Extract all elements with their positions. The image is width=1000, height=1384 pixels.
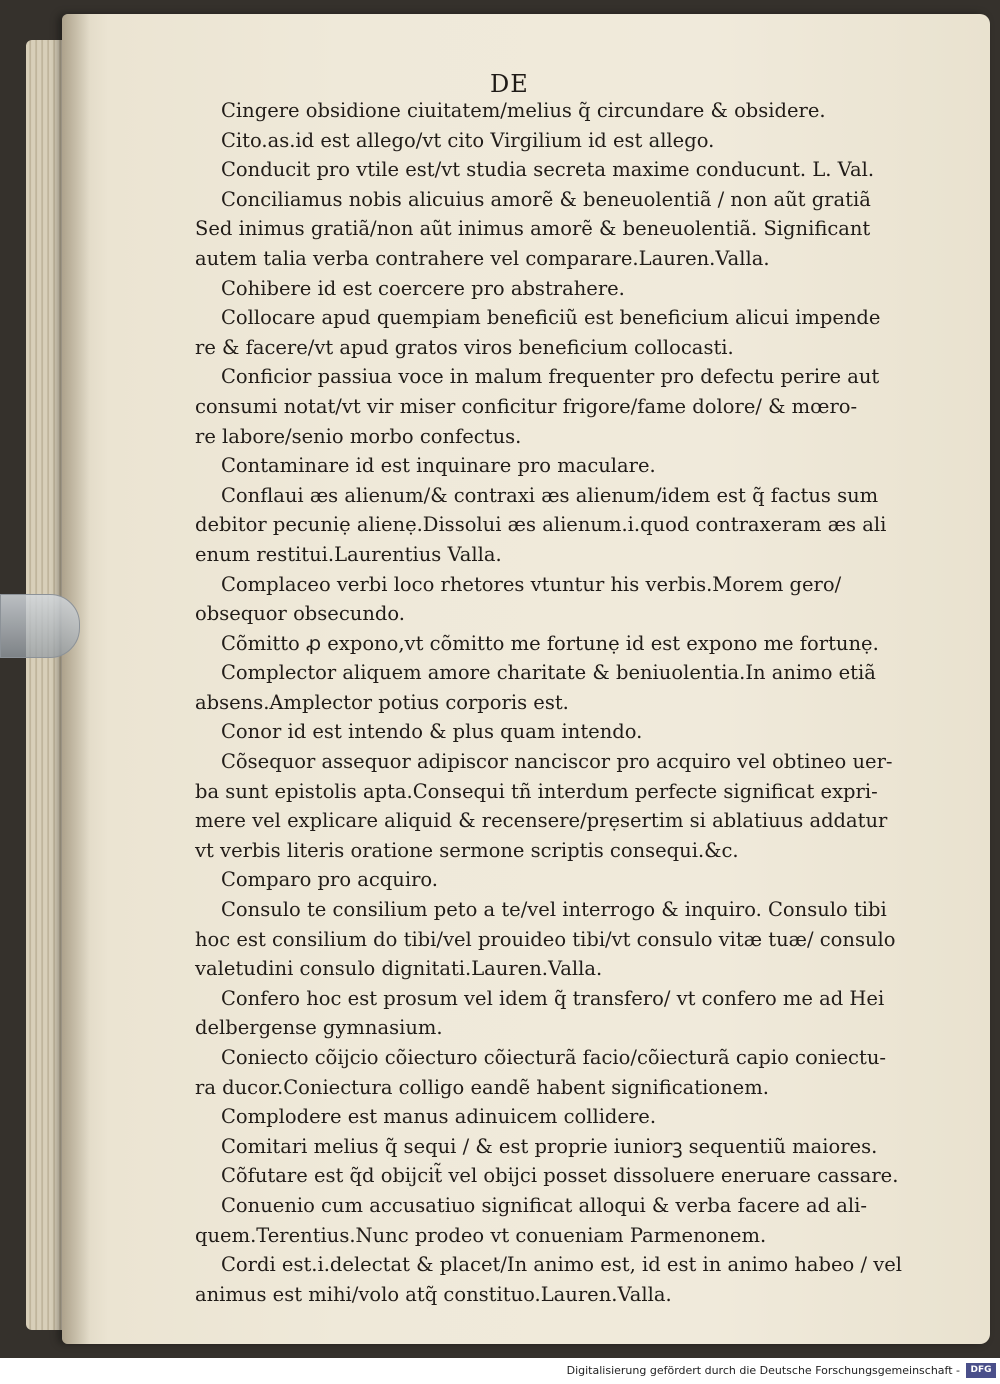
text-line: re labore/senio morbo confectus. (195, 424, 522, 448)
text-line: Conflaui æs alienum/& contraxi æs alienum/idem est q̃ factus sum (221, 483, 879, 507)
text-line: Conciliamus nobis alicuius amorẽ & beneuolentiã / non aũt gratiã (221, 187, 871, 211)
text-line: Complodere est manus adinuicem collidere. (221, 1105, 657, 1129)
page-gutter-shadow (62, 14, 90, 1344)
text-line: Coniecto cõijcio cõiecturo cõiecturã facio/cõiecturã capio coniectu- (221, 1046, 886, 1069)
text-line: quem.Terentius.Nunc prodeo vt conueniam Parmenonem. (195, 1223, 767, 1247)
text-line: hoc est consilium do tibi/vel prouideo tibi/vt consulo vitæ tuæ/ consulo (195, 927, 896, 951)
text-line: debitor pecuniẹ alienẹ.Dissolui æs alienum.i.quod contraxeram æs ali (195, 513, 887, 537)
text-line: autem talia verba contrahere vel comparare.Lauren.Valla. (195, 246, 770, 270)
funding-credit: Digitalisierung gefördert durch die Deutsche Forschungsgemeinschaft - (566, 1364, 960, 1377)
text-line: Contaminare id est inquinare pro maculare. (221, 454, 656, 478)
text-line: animus est mihi/volo atq̃ constituo.Lauren.Valla. (195, 1282, 672, 1306)
glass-weight (0, 594, 80, 658)
text-line: Confero hoc est prosum vel idem q̃ transfero/ vt confero me ad Hei (221, 986, 885, 1010)
text-line: Conuenio cum accusatiuo significat alloqui & verba facere ad ali- (221, 1193, 867, 1217)
text-line: Sed inimus gratiã/non aũt inimus amorẽ & beneuolentiã. Significant (195, 217, 871, 241)
page-text (195, 96, 903, 1309)
text-line: Conficior passiua voce in malum frequenter pro defectu perire aut (221, 365, 880, 389)
text-line: Comitari melius q̃ sequi / & est proprie iuniorꝫ sequentiũ maiores. (221, 1134, 878, 1158)
text-line: Conor id est intendo & plus quam intendo. (221, 720, 643, 744)
footer-bar (0, 1358, 1000, 1384)
text-line: Collocare apud quempiam beneficiũ est beneficium alicui impende (221, 306, 881, 330)
text-line: vt verbis literis oratione sermone scriptis consequi.&c. (195, 838, 739, 862)
text-line: Cingere obsidione ciuitatem/melius q̃ circundare & obsidere. (221, 99, 826, 122)
running-head: DE (490, 70, 529, 98)
text-line: ra ducor.Coniectura colligo eandẽ habent significationem. (195, 1075, 769, 1099)
text-line: ba sunt epistolis apta.Consequi tñ interdum perfecte significat expri- (195, 779, 878, 803)
text-line: Cordi est.i.delectat & placet/In animo est, id est in animo habeo / vel (221, 1253, 903, 1277)
text-line: Complector aliquem amore charitate & beniuolentia.In animo etiã (221, 661, 876, 685)
text-line: mere vel explicare aliquid & recensere/prẹsertim si ablatiuus addatur (195, 809, 888, 833)
text-line: valetudini consulo dignitati.Lauren.Valla. (195, 957, 603, 981)
text-line: Cõfutare est q̃d obijcit̃ vel obijci posset dissoluere eneruare cassare. (221, 1164, 899, 1188)
text-line: absens.Amplector potius corporis est. (195, 690, 569, 714)
text-line: Complaceo verbi loco rhetores vtuntur his verbis.Morem gero/ (221, 572, 842, 596)
text-line: Comparo pro acquiro. (221, 868, 439, 892)
dfg-logo: DFG (966, 1363, 996, 1378)
text-line: enum restitui.Laurentius Valla. (195, 542, 502, 566)
text-line: Cohibere id est coercere pro abstrahere. (221, 276, 625, 300)
text-line: consumi notat/vt vir miser conficitur frigore/fame dolore/ & mœro- (195, 394, 858, 418)
text-line: obsequor obsecundo. (195, 602, 405, 626)
text-line: Cõsequor assequor adipiscor nanciscor pro acquiro vel obtineo uer- (221, 750, 893, 774)
text-line: Conducit pro vtile est/vt studia secreta maxime conducunt. L. Val. (221, 158, 875, 182)
text-line: delbergense gymnasium. (195, 1016, 443, 1040)
text-line: Consulo te consilium peto a te/vel interrogo & inquiro. Consulo tibi (221, 898, 887, 922)
text-line: Cõmitto ꝓ expono,vt cõmitto me fortunẹ id est expono me fortunẹ. (221, 631, 879, 655)
text-line: Cito.as.id est allego/vt cito Virgilium id est allego. (221, 128, 715, 152)
text-line: re & facere/vt apud gratos viros beneficium collocasti. (195, 335, 734, 359)
